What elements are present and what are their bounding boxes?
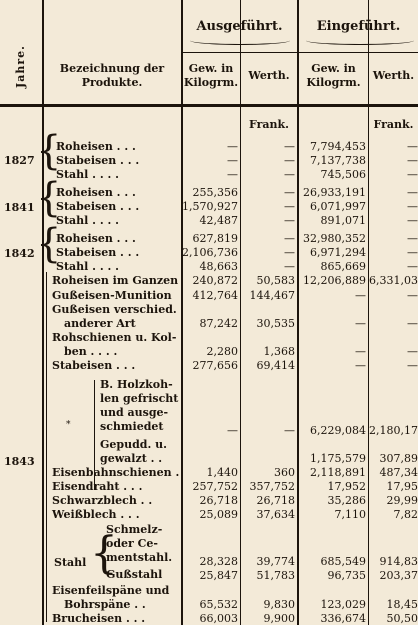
year-1841: 1841 [4,201,35,214]
imported-value-cell: 7,82 [393,508,418,521]
exported-weight-header-1: Gew. in [188,62,234,75]
stahl-subgroup-line: mentstahl. [106,551,173,564]
stahl-subgroup-line: Schmelz- [106,523,163,536]
exported-weight-cell: 28,328 [199,555,238,568]
imported-value-cell: — [407,345,418,358]
stabeisen-subgroup-brace [94,380,95,490]
exported-weight-cell: 257,752 [192,480,238,493]
product-label: Gußeisen verschied. [52,303,177,316]
year-1842: 1842 [4,247,35,260]
imported-value-cell: 17,95 [386,480,418,493]
imported-weight-cell: 6,071,997 [310,200,366,213]
column-divider [297,0,299,625]
imported-value-cell: — [407,200,418,213]
imported-weight-cell: 35,286 [327,494,366,507]
exported-value-cell: — [284,232,295,245]
imported-weight-cell: 6,229,084 [310,424,366,437]
column-divider [240,0,241,625]
imported-weight-cell: — [355,317,366,330]
exported-value-cell: 144,467 [249,289,295,302]
column-divider [181,0,183,625]
exported-value-cell: — [284,214,295,227]
imported-value-cell: — [407,260,418,273]
product-label: Stabeisen . . . [56,246,140,259]
exported-value-cell: — [284,246,295,259]
imported-weight-cell: 685,549 [320,555,366,568]
imported-value-cell: — [407,168,418,181]
exported-value-cell: 39,774 [256,555,295,568]
imported-weight-cell: — [355,289,366,302]
brace-1842: { [36,221,62,267]
exported-weight-cell: — [227,154,238,167]
exported-weight-cell: — [227,168,238,181]
exported-weight-header-2: Kilogrm. [183,76,239,89]
product-label: Stahl . . . . [56,168,119,181]
product-label: Stahl . . . . [56,214,119,227]
imported-header: Eingeführt. [316,19,401,34]
column-divider [42,0,44,625]
product-label: Stahl . . . . [56,260,119,273]
imported-weight-cell: — [355,345,366,358]
imported-weight-cell: 745,506 [320,168,366,181]
imported-weight-cell: 7,794,453 [310,140,366,153]
exported-weight-cell: 1,440 [206,466,238,479]
exported-value-cell: 357,752 [249,480,295,493]
product-label: ben . . . . [64,345,118,358]
imported-weight-cell: 96,735 [327,569,366,582]
imported-weight-cell: 32,980,352 [303,232,366,245]
imported-weight-cell: 123,029 [320,598,366,611]
exported-value-cell: — [284,186,295,199]
stahl-subgroup-line: oder Ce- [106,537,158,550]
imported-value-cell: — [407,359,418,372]
imported-unit: Frank. [373,118,414,131]
product-label: Eisenbahnschienen . [52,466,180,479]
exported-value-cell: — [284,168,295,181]
imported-weight-cell: 7,137,738 [310,154,366,167]
brace-1843 [46,272,47,622]
year-1843: 1843 [4,455,35,468]
year-1827: 1827 [4,154,35,167]
imported-value-cell: — [407,289,418,302]
imported-weight-cell: 1,175,579 [310,452,366,465]
exported-value-cell: — [284,154,295,167]
exported-weight-cell: 255,356 [192,186,238,199]
exported-value-cell: — [284,260,295,273]
imported-value-header: Werth. [372,69,415,82]
exported-weight-cell: 627,819 [192,232,238,245]
product-label: Weißblech . . . [52,508,140,521]
product-label: Schwarzblech . . [52,494,153,507]
header-rule [0,104,418,107]
brace-1827: { [36,128,62,174]
exported-weight-cell: 48,663 [199,260,238,273]
exported-weight-cell: 2,106,736 [182,246,238,259]
exported-value-cell: 30,535 [256,317,295,330]
exported-weight-cell: 277,656 [192,359,238,372]
imported-brace [306,36,414,45]
exported-value-cell: — [284,200,295,213]
exported-value-cell: — [284,424,295,437]
stabeisen-subgroup-line: schmiedet [100,420,164,433]
product-label: Roheisen . . . [56,140,136,153]
exported-weight-cell: 1,570,927 [182,200,238,213]
exported-value-cell: 50,583 [256,274,295,287]
exported-brace [190,36,290,45]
product-label: Roheisen . . . [56,186,136,199]
product-label: Stabeisen . . . [56,154,140,167]
stabeisen-subgroup-line: len gefrischt [100,392,179,405]
imported-value-cell: 487,34 [379,466,418,479]
imported-value-cell: — [407,140,418,153]
imported-value-cell: 307,89 [379,452,418,465]
column-divider [368,0,369,625]
stahl-subgroup-line: Gußstahl [106,568,163,581]
stabeisen-subgroup-line: und ausge- [100,406,169,419]
imported-weight-header-1: Gew. in [311,62,356,75]
stabeisen-subgroup-line: B. Holzkoh- [100,378,173,391]
brace-1841: { [36,175,62,221]
product-label: Rohschienen u. Kol- [52,331,177,344]
stahl-group-brace: { [90,528,118,579]
exported-weight-cell: — [227,140,238,153]
imported-weight-cell: 865,669 [320,260,366,273]
product-header-line-2: Produkte. [81,76,143,89]
exported-unit: Frank. [249,118,289,131]
small-mark: * [66,420,71,430]
exported-header: Ausgeführt. [196,19,283,34]
imported-weight-cell: 2,118,891 [310,466,366,479]
stabeisen-subgroup-line: gewalzt . . [100,452,163,465]
imported-value-cell: — [407,186,418,199]
imported-value-cell: 18,45 [386,598,418,611]
exported-value-cell: 9,830 [263,598,295,611]
imported-value-cell: 50,50 [386,612,418,625]
imported-weight-cell: — [355,359,366,372]
imported-weight-cell: 7,110 [334,508,366,521]
exported-value-cell: 51,783 [256,569,295,582]
product-label: Roheisen im Ganzen [52,274,179,287]
exported-value-cell: — [284,140,295,153]
exported-weight-cell: 412,764 [192,289,238,302]
imported-weight-cell: 12,206,889 [303,274,366,287]
imported-value-cell: 2,180,17 [369,424,418,437]
exported-weight-cell: 66,003 [199,612,238,625]
imported-value-cell: 6,331,03 [369,274,418,287]
imported-value-cell: — [407,232,418,245]
exported-value-cell: 1,368 [263,345,295,358]
imported-value-cell: — [407,246,418,259]
imported-weight-header-2: Kilogrm. [306,76,361,89]
exported-weight-cell: — [227,424,238,437]
product-label: Eisenfeilspäne und [52,584,170,597]
exported-value-cell: 9,900 [263,612,295,625]
imported-weight-cell: 6,971,294 [310,246,366,259]
product-label: Brucheisen . . . [52,612,146,625]
imported-value-cell: 914,83 [379,555,418,568]
stabeisen-subgroup-line: Gepudd. u. [100,438,167,451]
product-label: Eisendraht . . . [52,480,143,493]
exported-weight-cell: 87,242 [199,317,238,330]
exported-weight-cell: 25,847 [199,569,238,582]
years-header: Jahre. [14,45,27,88]
product-label: Stabeisen . . . [52,359,136,372]
imported-value-cell: — [407,154,418,167]
exported-weight-cell: 42,487 [199,214,238,227]
exported-weight-cell: 26,718 [199,494,238,507]
product-label: anderer Art [64,317,136,330]
imported-value-cell: — [407,317,418,330]
exported-value-cell: 360 [274,466,295,479]
exported-weight-cell: 65,532 [199,598,238,611]
exported-value-header: Werth. [248,69,290,82]
product-label: Gußeisen-Munition [52,289,172,302]
imported-value-cell: — [407,214,418,227]
header-subdivider [181,52,418,53]
product-label: Bohrspäne . . [64,598,146,611]
imported-weight-cell: 17,952 [327,480,366,493]
exported-weight-cell: 2,280 [206,345,238,358]
product-label: Roheisen . . . [56,232,136,245]
imported-weight-cell: 336,674 [320,612,366,625]
exported-value-cell: 26,718 [256,494,295,507]
imported-value-cell: 203,37 [379,569,418,582]
imported-weight-cell: 891,071 [320,214,366,227]
exported-weight-cell: 25,089 [199,508,238,521]
exported-value-cell: 37,634 [256,508,295,521]
stahl-group-label: Stahl [54,556,87,569]
exported-weight-cell: 240,872 [192,274,238,287]
exported-value-cell: 69,414 [256,359,295,372]
product-label: Stabeisen . . . [56,200,140,213]
imported-value-cell: 29,99 [386,494,418,507]
imported-weight-cell: 26,933,191 [303,186,366,199]
product-header-line-1: Bezeichnung der [59,62,165,75]
